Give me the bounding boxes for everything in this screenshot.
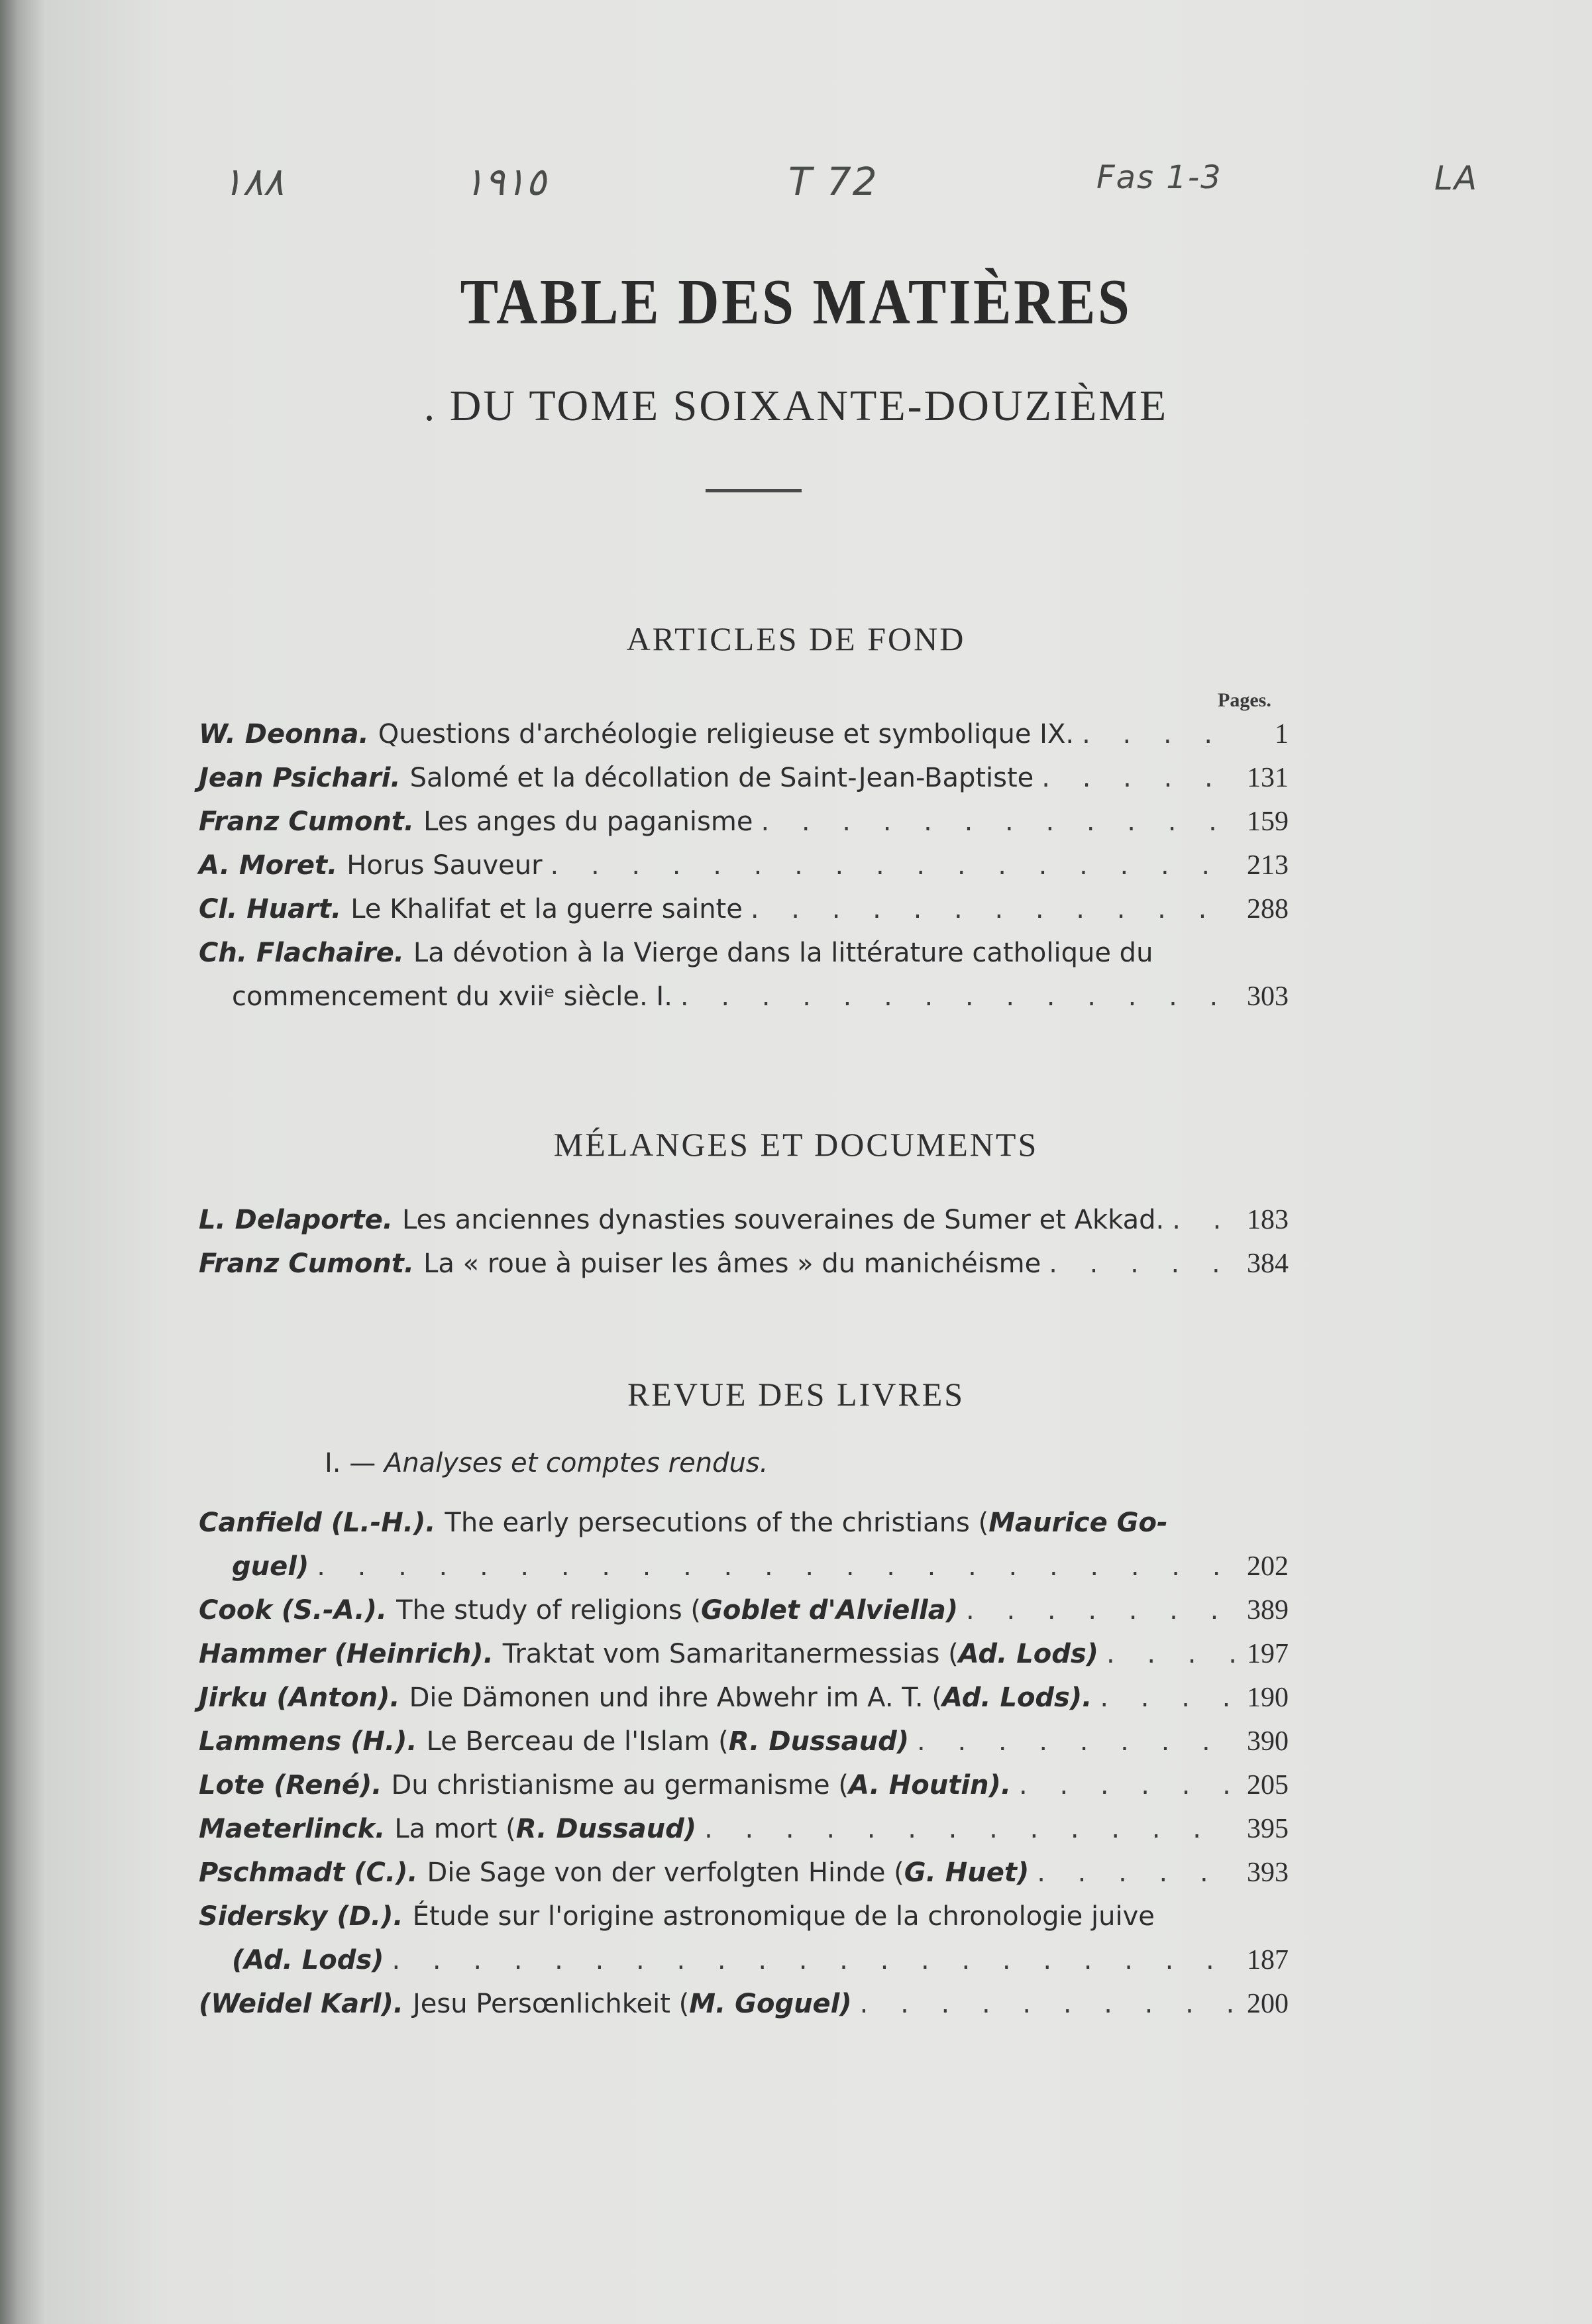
entry-page: 390	[1247, 1726, 1289, 1757]
entry-title: Salomé et la décollation de Saint-Jean-Baptiste	[409, 763, 1034, 793]
entry-title: Horus Sauveur	[346, 850, 543, 881]
entry-page: 389	[1247, 1595, 1289, 1626]
entry-title: La dévotion à la Vierge dans la littérature catholique du	[413, 938, 1153, 968]
subsection-heading	[325, 1448, 768, 1478]
entry-title: The study of religions (	[396, 1595, 702, 1626]
entry-reviewer: G. Huet)	[904, 1857, 1030, 1888]
entry-page: 131	[1247, 763, 1289, 793]
pages-column-header: Pages.	[1218, 689, 1271, 711]
leader-dots	[392, 1938, 1234, 1982]
entry-reviewer: R. Dussaud)	[728, 1726, 910, 1757]
entry-page: 159	[1247, 806, 1289, 837]
entry-author: Maeterlinck.	[199, 1814, 386, 1844]
entry-author: Franz Cumont.	[199, 1248, 415, 1279]
entry-page: 303	[1247, 981, 1289, 1012]
entry-page: 395	[1247, 1814, 1289, 1844]
entry-title: Les anciennes dynasties souveraines de Sumer et Akkad.	[401, 1205, 1165, 1235]
entry-reviewer: Maurice Go-	[988, 1508, 1168, 1538]
leader-dots	[1106, 1632, 1234, 1676]
entry-author: Hammer (Heinrich).	[199, 1639, 494, 1669]
list-item	[199, 1895, 1289, 1982]
entry-author: Canfield (L.-H.).	[199, 1508, 436, 1538]
list-item	[199, 1198, 1289, 1242]
entry-title: La « roue à puiser les âmes » du manichéisme	[423, 1248, 1041, 1279]
leader-dots	[1082, 712, 1234, 756]
title-divider	[706, 489, 802, 492]
entry-title: La mort (	[394, 1814, 516, 1844]
leader-dots	[966, 1588, 1234, 1632]
entry-page: 202	[1247, 1551, 1289, 1582]
list-item	[199, 1676, 1289, 1720]
leader-dots	[1037, 1851, 1234, 1895]
entry-author: Cl. Huart.	[199, 894, 342, 924]
leader-dots	[751, 887, 1234, 931]
leader-dots	[1172, 1198, 1234, 1242]
entry-reviewer: Goblet d'Alviella)	[701, 1595, 959, 1626]
entry-title-continued: commencement du xviiᵉ siècle. I.	[232, 981, 672, 1012]
entry-title: Étude sur l'origine astronomique de la chronologie juive	[412, 1901, 1155, 1932]
leader-dots	[704, 1807, 1234, 1851]
entry-reviewer: A. Houtin).	[848, 1770, 1012, 1800]
entry-page: 183	[1247, 1205, 1289, 1235]
entry-author: Ch. Flachaire.	[199, 938, 404, 968]
entry-author: L. Delaporte.	[199, 1205, 393, 1235]
page-subtitle: . DU TOME SOIXANTE-DOUZIÈME	[423, 382, 1169, 430]
list-item	[199, 931, 1289, 1019]
list-item	[199, 1242, 1289, 1286]
list-item	[199, 1851, 1289, 1895]
leader-dots	[680, 975, 1234, 1019]
melanges-list	[199, 1198, 1289, 1286]
entry-page: 205	[1247, 1770, 1289, 1800]
leader-dots	[551, 844, 1234, 887]
entry-title: Le Khalifat et la guerre sainte	[350, 894, 743, 924]
entry-author: (Weidel Karl).	[199, 1989, 403, 2019]
section-heading-articles: ARTICLES DE FOND	[626, 620, 966, 657]
entry-title: Die Sage von der verfolgten Hinde (	[427, 1857, 904, 1888]
entry-title: Die Dämonen und ihre Abwehr im A. T. (	[409, 1683, 942, 1713]
section-heading-melanges: MÉLANGES ET DOCUMENTS	[553, 1126, 1039, 1163]
subsection-number: I. —	[325, 1448, 376, 1478]
entry-author: Jean Psichari.	[199, 763, 401, 793]
entry-title: The early persecutions of the christians (	[445, 1508, 989, 1538]
leader-dots	[761, 800, 1234, 844]
entry-author: Franz Cumont.	[199, 806, 415, 837]
entry-author: Lammens (H.).	[199, 1726, 417, 1757]
entry-page: 393	[1247, 1857, 1289, 1888]
entry-author: Lote (René).	[199, 1770, 382, 1800]
handwritten-note-1: ١٨٨	[222, 159, 284, 204]
entry-reviewer: Ad. Lods).	[941, 1683, 1092, 1713]
handwritten-note-2: ١٩١٥	[464, 159, 547, 204]
subsection-label: Analyses et comptes rendus.	[384, 1448, 769, 1478]
leader-dots	[917, 1720, 1234, 1763]
leader-dots	[1049, 1242, 1234, 1286]
list-item	[199, 844, 1289, 887]
entry-page: 197	[1247, 1639, 1289, 1669]
list-item	[199, 887, 1289, 931]
list-item	[199, 1763, 1289, 1807]
entry-page: 187	[1247, 1945, 1289, 1975]
list-item	[199, 1588, 1289, 1632]
entry-reviewer: R. Dussaud)	[515, 1814, 697, 1844]
revue-list	[199, 1501, 1289, 2026]
entry-reviewer: M. Goguel)	[689, 1989, 852, 2019]
entry-title: Du christianisme au germanisme (	[391, 1770, 849, 1800]
entry-author: W. Deonna.	[199, 719, 369, 749]
entry-author: A. Moret.	[199, 850, 338, 881]
entry-title: Les anges du paganisme	[423, 806, 753, 837]
list-item	[199, 1501, 1289, 1588]
entry-title: Questions d'archéologie religieuse et symbolique IX.	[378, 719, 1075, 749]
entry-title: Traktat vom Samaritanermessias (	[502, 1639, 959, 1669]
list-item	[199, 1982, 1289, 2026]
list-item	[199, 712, 1289, 756]
page-title: TABLE DES MATIÈRES	[460, 266, 1132, 338]
articles-list	[199, 712, 1289, 1019]
leader-dots	[1041, 756, 1234, 800]
entry-title: Le Berceau de l'Islam (	[426, 1726, 729, 1757]
entry-page: 200	[1247, 1989, 1289, 2019]
list-item	[199, 800, 1289, 844]
list-item	[199, 1807, 1289, 1851]
leader-dots	[1019, 1763, 1234, 1807]
entry-page: 288	[1247, 894, 1289, 924]
entry-page: 190	[1247, 1683, 1289, 1713]
section-heading-revue: REVUE DES LIVRES	[627, 1376, 965, 1413]
entry-author: Sidersky (D.).	[199, 1901, 403, 1932]
leader-dots	[317, 1545, 1234, 1588]
entry-reviewer: Ad. Lods)	[958, 1639, 1098, 1669]
entry-title: Jesu Persœnlichkeit (	[412, 1989, 690, 2019]
entry-page: 213	[1247, 850, 1289, 881]
entry-author: Jirku (Anton).	[199, 1683, 400, 1713]
entry-reviewer-continued: guel)	[232, 1551, 309, 1582]
entry-reviewer-continued: (Ad. Lods)	[232, 1945, 384, 1975]
handwritten-note-3: T 72	[788, 159, 878, 204]
entry-author: Cook (S.-A.).	[199, 1595, 388, 1626]
entry-author: Pschmadt (C.).	[199, 1857, 418, 1888]
entry-page: 1	[1275, 719, 1289, 749]
list-item	[199, 756, 1289, 800]
list-item	[199, 1720, 1289, 1763]
leader-dots	[860, 1982, 1234, 2026]
handwritten-note-5: LA	[1434, 159, 1479, 197]
list-item	[199, 1632, 1289, 1676]
leader-dots	[1100, 1676, 1234, 1720]
handwritten-note-4: Fas 1-3	[1096, 159, 1222, 196]
entry-page: 384	[1247, 1248, 1289, 1279]
